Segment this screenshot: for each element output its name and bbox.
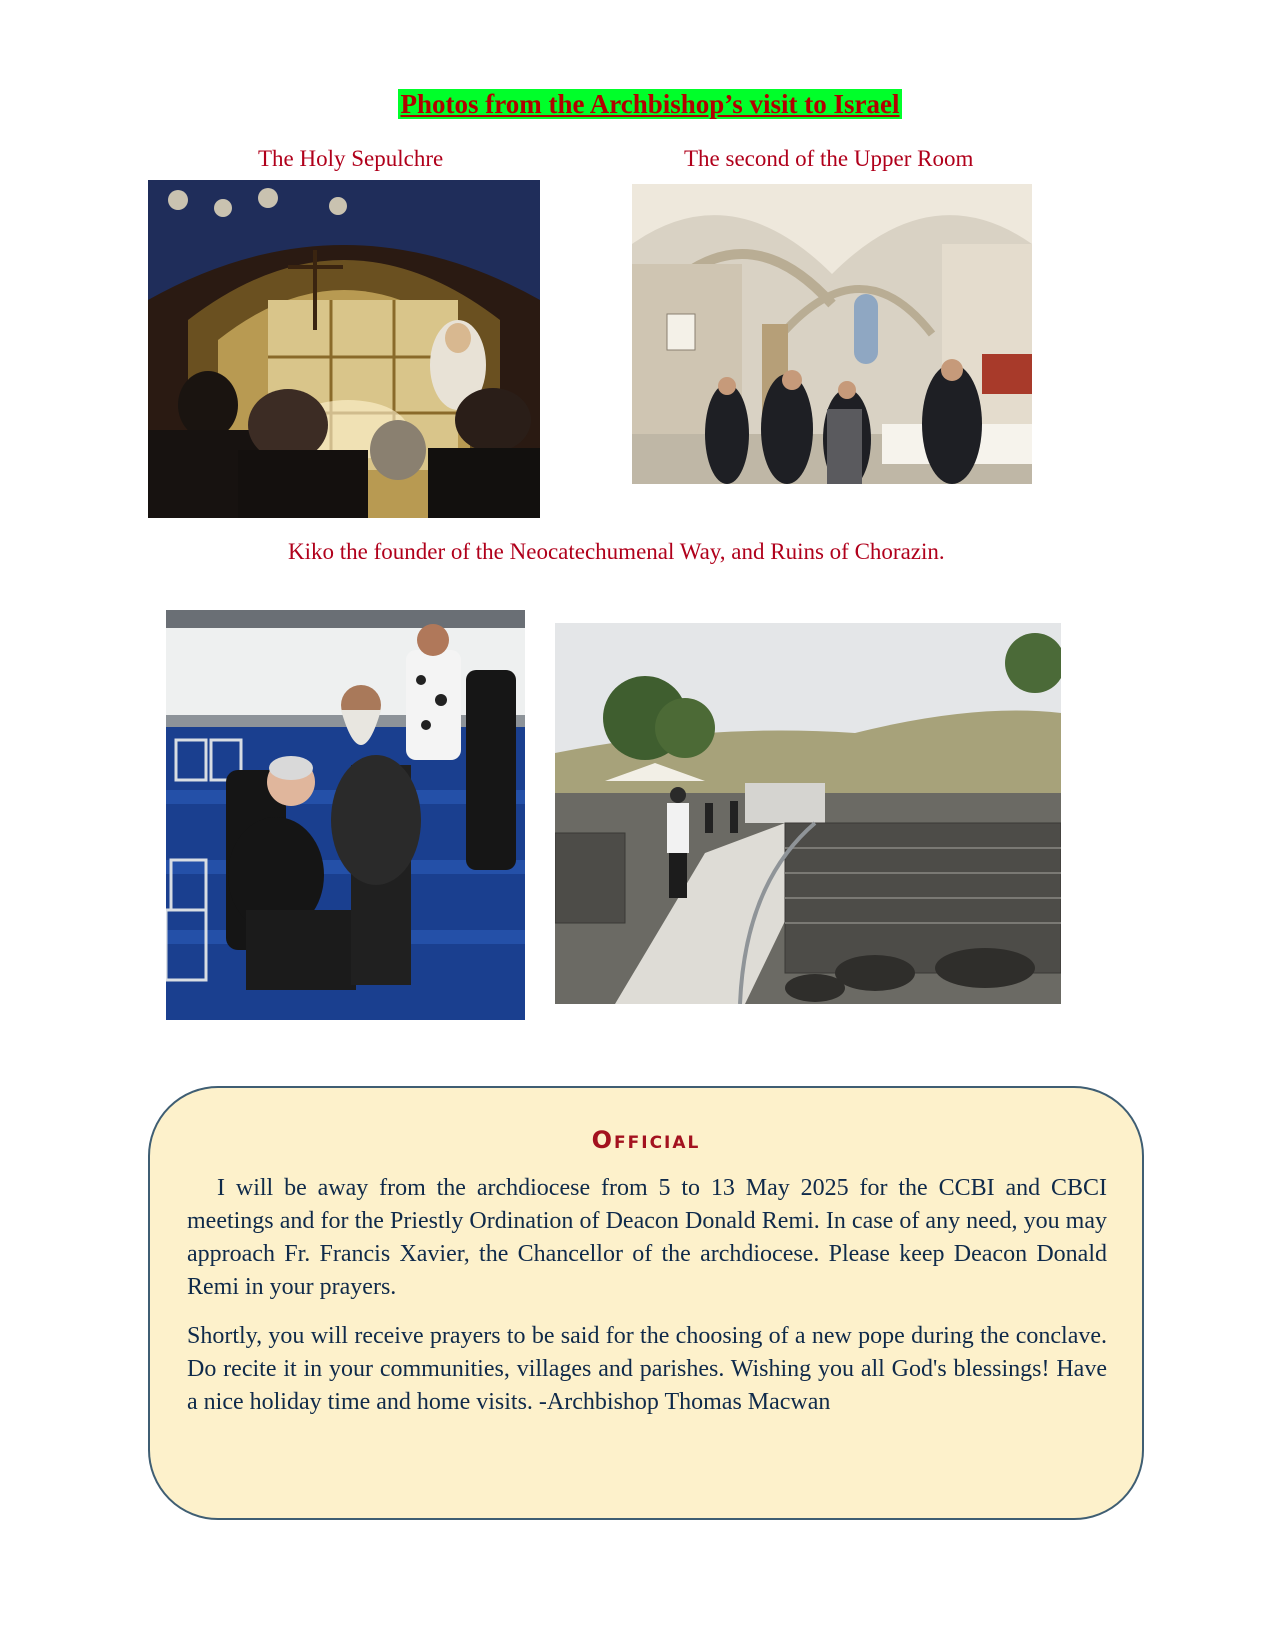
caption-holy-sepulchre: The Holy Sepulchre <box>258 146 444 171</box>
holy-sepulchre-photo <box>148 180 540 518</box>
official-heading: Official <box>591 1126 701 1154</box>
upper-room-photo <box>632 184 1032 484</box>
kiko-photo <box>166 610 525 1020</box>
page-title: Photos from the Archbishop’s visit to Israel <box>400 89 900 119</box>
chorazin-ruins-photo <box>555 623 1061 1004</box>
caption-kiko-chorazin: Kiko the founder of the Neocatechumenal Way, and Ruins of Chorazin. <box>288 539 945 564</box>
official-notice-box <box>148 1086 1144 1520</box>
caption-upper-room: The second of the Upper Room <box>684 146 974 171</box>
official-paragraph-away: I will be away from the archdiocese from 5 to 13 May 2025 for the CCBI and CBCI meetings and for the Priestly Ordination of Deacon Donald Remi. In case of any need, you may approach Fr. Francis Xavier, the Chancellor of the archdiocese. Please keep Deacon Donald Remi in your prayers. <box>187 1175 1107 1300</box>
official-paragraph-conclave: Shortly, you will receive prayers to be said for the choosing of a new pope during the conclave. Do recite it in your communities, villages and parishes. Wishing you all God's blessings! Have a nice holiday time and home visits. -Archbishop Thomas Macwan <box>187 1323 1107 1415</box>
